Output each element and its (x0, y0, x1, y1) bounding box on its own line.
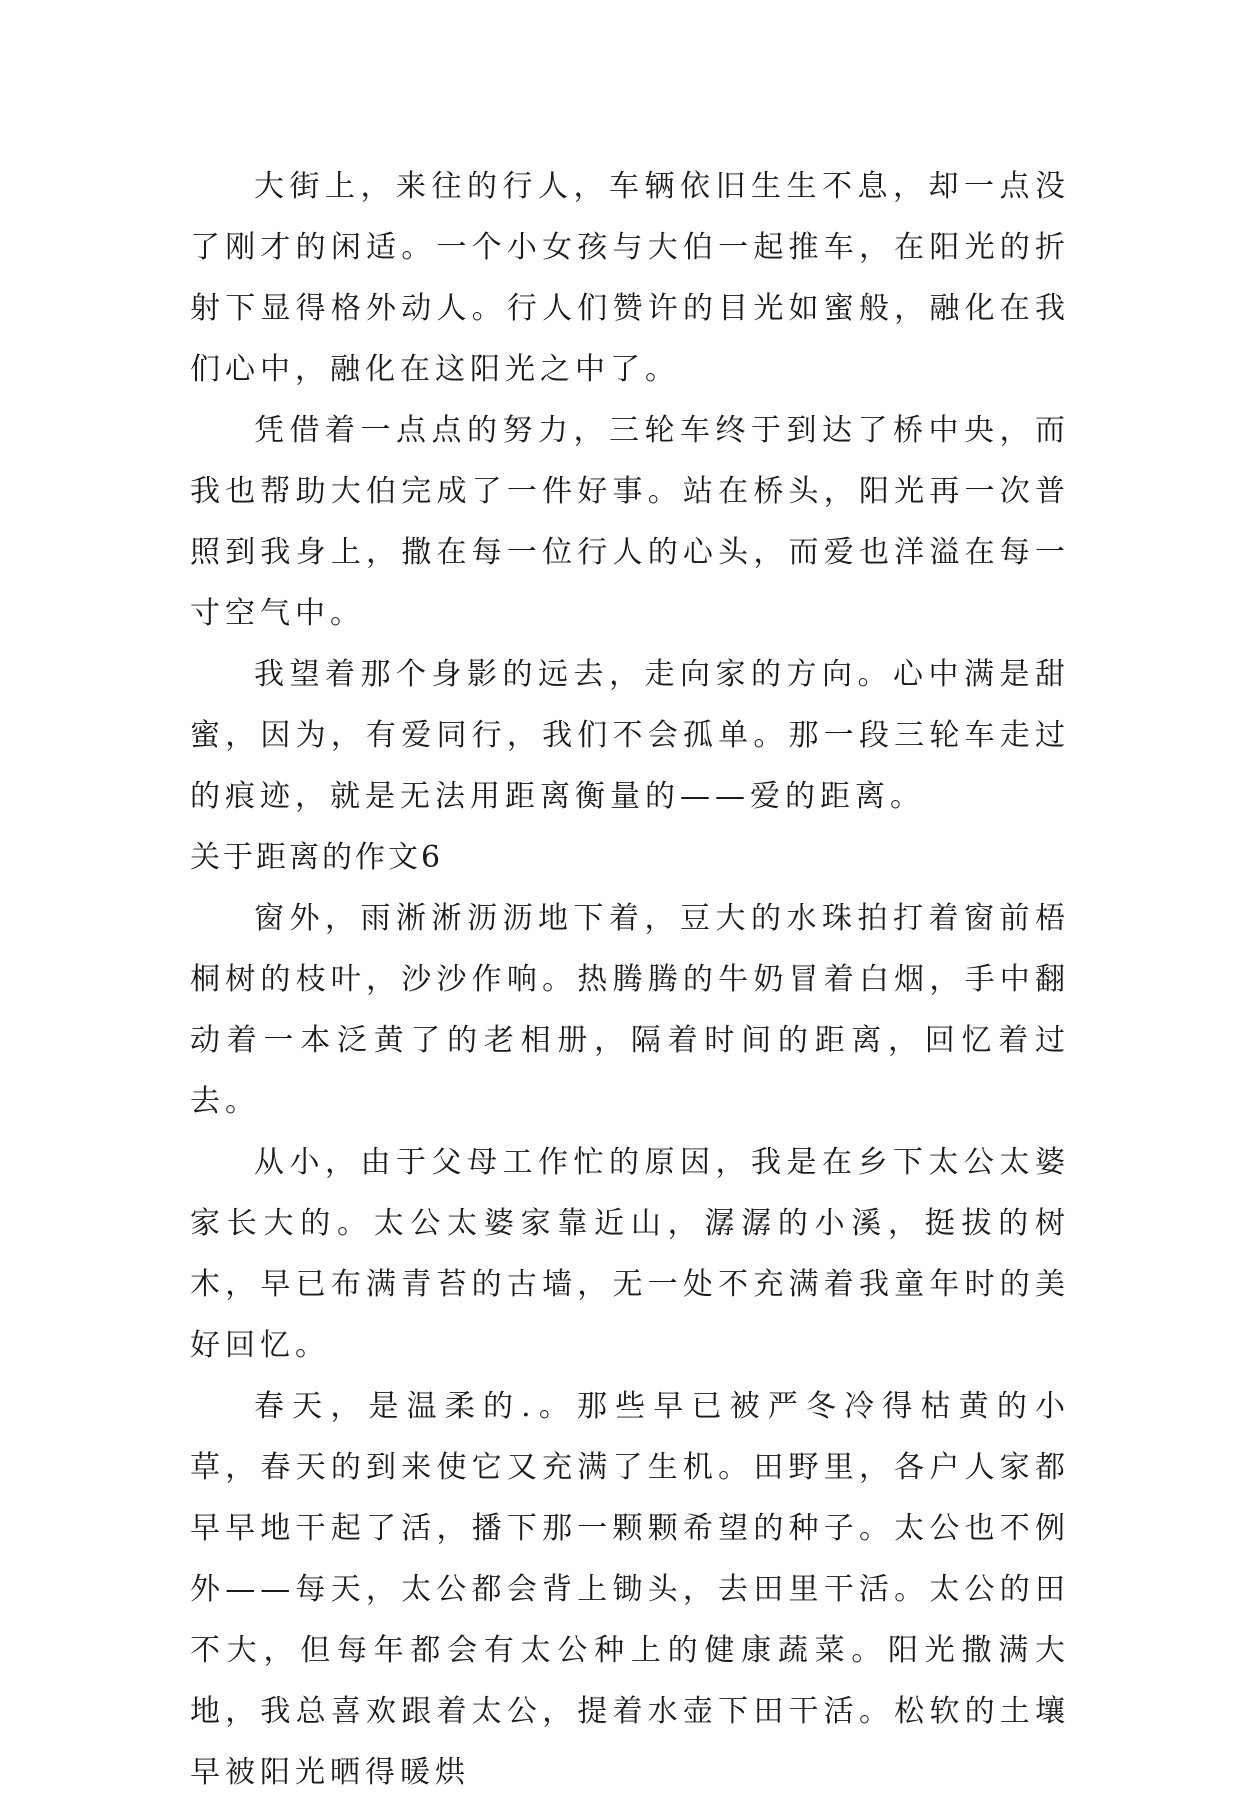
document-body (190, 156, 1070, 1803)
paragraph-spring: 春天，是温柔的.。那些早已被严冬冷得枯黄的小草，春天的到来使它又充满了生机。田野里，各户人家都早早地干起了活，播下那一颗颗希望的种子。太公也不例外——每天，太公都会背上锄头，去田里干活。太公的田不大，但每年都会有太公种上的健康蔬菜。阳光撒满大地，我总喜欢跟着太公，提着水壶下田干活。松软的土壤早被阳光晒得暖烘 (190, 1389, 1070, 1790)
paragraph-childhood: 从小，由于父母工作忙的原因，我是在乡下太公太婆家长大的。太公太婆家靠近山，潺潺的小溪，挺拔的树木，早已布满青苔的古墙，无一处不充满着我童年时的美好回忆。 (190, 1145, 1070, 1363)
paragraph-love-distance: 我望着那个身影的远去，走向家的方向。心中满是甜蜜，因为，有爱同行，我们不会孤单。那一段三轮车走过的痕迹，就是无法用距离衡量的——爱的距离。 (190, 657, 1070, 814)
paragraph-bridge: 凭借着一点点的努力，三轮车终于到达了桥中央，而我也帮助大伯完成了一件好事。站在桥头，阳光再一次普照到我身上，撒在每一位行人的心头，而爱也洋溢在每一寸空气中。 (190, 413, 1070, 631)
section-heading: 关于距离的作文6 (190, 840, 444, 875)
paragraph-rain: 窗外，雨淅淅沥沥地下着，豆大的水珠拍打着窗前梧桐树的枝叶，沙沙作响。热腾腾的牛奶冒着白烟，手中翻动着一本泛黄了的老相册，隔着时间的距离，回忆着过去。 (190, 901, 1070, 1119)
paragraph-street: 大街上，来往的行人，车辆依旧生生不息，却一点没了刚才的闲适。一个小女孩与大伯一起推车，在阳光的折射下显得格外动人。行人们赞许的目光如蜜般，融化在我们心中，融化在这阳光之中了。 (190, 169, 1070, 387)
